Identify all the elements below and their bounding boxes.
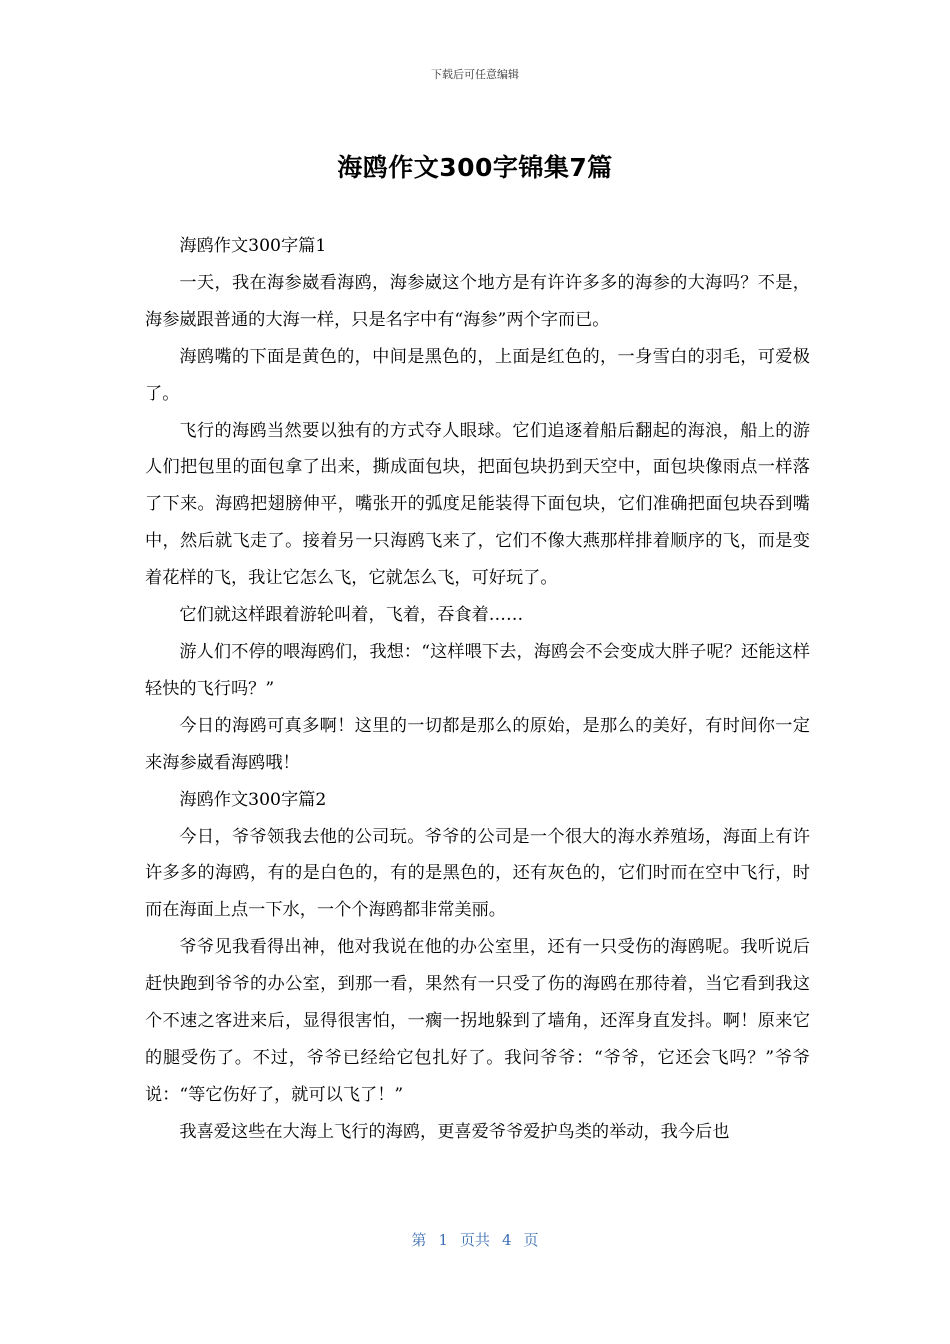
paragraph: 今日，爷爷领我去他的公司玩。爷爷的公司是一个很大的海水养殖场，海面上有许许多多的海鸥，有的是白色的，有的是黑色的，还有灰色的，它们时而在空中飞行，时而在海面上点一下水，一个个海鸥都非常美丽。 xyxy=(145,826,810,921)
paragraph: 海鸥嘴的下面是黄色的，中间是黑色的，上面是红色的，一身雪白的羽毛，可爱极了。 xyxy=(145,346,810,404)
page-title: 海鸥作文300字锦集7篇 xyxy=(337,153,613,182)
footer-total-pages: 4 xyxy=(502,1231,512,1249)
paragraph: 飞行的海鸥当然要以独有的方式夺人眼球。它们追逐着船后翻起的海浪，船上的游人们把包里的面包拿了出来，撕成面包块，把面包块扔到天空中，面包块像雨点一样落了下来。海鸥把翅膀伸平，嘴张开的弧度足能装得下面包块，它们准确把面包块吞到嘴中，然后就飞走了。接着另一只海鸥飞来了，它们不像大燕那样排着顺序的飞，而是变着花样的飞，我让它怎么飞，它就怎么飞，可好玩了。 xyxy=(145,420,810,589)
paragraph: 今日的海鸥可真多啊！这里的一切都是那么的原始，是那么的美好，有时间你一定来海参崴看海鸥哦！ xyxy=(145,715,810,773)
header-note: 下载后可任意编辑 xyxy=(431,68,519,81)
paragraph: 它们就这样跟着游轮叫着，飞着，吞食着…… xyxy=(179,605,524,626)
footer-page-number: 1 xyxy=(438,1231,448,1249)
section-heading: 海鸥作文300字篇2 xyxy=(179,789,327,810)
footer-middle: 页共 xyxy=(459,1231,490,1249)
section-heading: 海鸥作文300字篇1 xyxy=(179,236,327,256)
footer-suffix: 页 xyxy=(523,1231,539,1249)
paragraph: 游人们不停的喂海鸥们，我想：“这样喂下去，海鸥会不会变成大胖子呢？还能这样轻快的飞行吗？” xyxy=(145,641,810,699)
page-footer xyxy=(0,1229,950,1250)
document-body xyxy=(145,228,810,1151)
footer-prefix: 第 xyxy=(411,1231,427,1249)
paragraph: 爷爷见我看得出神，他对我说在他的办公室里，还有一只受伤的海鸥呢。我听说后赶快跑到爷爷的办公室，到那一看，果然有一只受了伤的海鸥在那待着，当它看到我这个不速之客进来后，显得很害怕，一瘸一拐地躲到了墙角，还浑身直发抖。啊！原来它的腿受伤了。不过，爷爷已经给它包扎好了。我问爷爷：“爷爷，它还会飞吗？”爷爷说：“等它伤好了，就可以飞了！” xyxy=(145,937,810,1105)
paragraph: 一天，我在海参崴看海鸥，海参崴这个地方是有许许多多的海参的大海吗？不是，海参崴跟普通的大海一样，只是名字中有“海参”两个字而已。 xyxy=(145,272,810,330)
paragraph: 我喜爱这些在大海上飞行的海鸥，更喜爱爷爷爱护鸟类的举动，我今后也 xyxy=(179,1121,730,1142)
